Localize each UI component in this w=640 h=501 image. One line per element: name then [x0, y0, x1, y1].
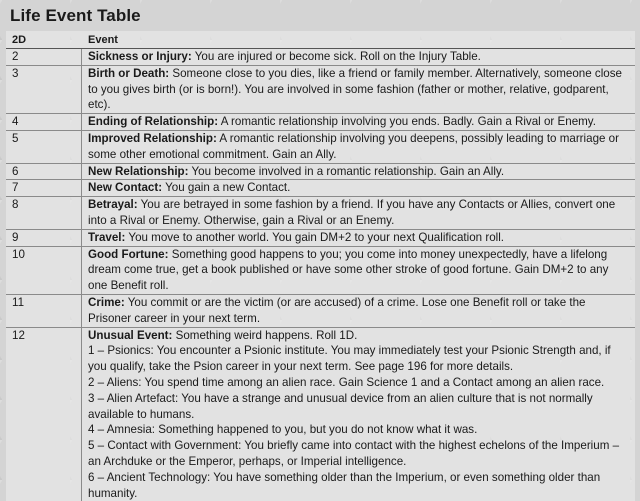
event-name: Crime:: [88, 295, 125, 309]
roll-cell: 8: [6, 197, 82, 229]
event-text: Something good happens to you; you come into money unexpectedly, have a lifelong dream come true, get a book published or have some other stroke of good fortune. Gain DM+2 to any one Benefit roll.: [88, 247, 609, 293]
event-cell: [82, 49, 635, 65]
event-name: Birth or Death:: [88, 66, 170, 80]
roll-cell: 7: [6, 180, 82, 196]
event-text: Something weird happens. Roll 1D.: [172, 328, 358, 342]
event-name: Travel:: [88, 230, 126, 244]
event-text: You are injured or become sick. Roll on the Injury Table.: [191, 50, 481, 63]
event-cell: [82, 114, 635, 130]
event-cell: [82, 230, 635, 246]
event-text: Someone close to you dies, like a friend or family member. Alternatively, someone close to you gives birth (or is born!). You are involved in some fashion (father or mother, relative, godparent, etc).: [88, 66, 622, 112]
event-cell: [82, 247, 635, 294]
table-row: [6, 295, 635, 328]
page-title: Life Event Table: [10, 6, 141, 25]
event-name: Betrayal:: [88, 198, 138, 212]
roll-cell: 10: [6, 247, 82, 294]
roll-cell: 5: [6, 131, 82, 163]
event-cell: [82, 180, 635, 196]
life-event-table: [6, 31, 635, 501]
roll-cell: 4: [6, 114, 82, 130]
unusual-event-option: 3 – Alien Artefact: You have a strange and unusual device from an alien culture that is not normally available to humans.: [88, 391, 593, 421]
table-row: [6, 131, 635, 164]
event-text: You commit or are the victim (or are accused) of a crime. Lose one Benefit roll or take the Prisoner career in your next term.: [88, 295, 586, 325]
event-cell: [82, 295, 635, 327]
table-row: [6, 180, 635, 197]
table-row: [6, 49, 635, 66]
table-row: [6, 114, 635, 131]
event-text: A romantic relationship involving you ends. Badly. Gain a Rival or Enemy.: [218, 115, 596, 129]
event-name: Sickness or Injury:: [88, 50, 192, 63]
unusual-event-option: 6 – Ancient Technology: You have something older than the Imperium, or even something older than humanity.: [88, 470, 601, 500]
table-row: [6, 230, 635, 247]
unusual-event-option: 4 – Amnesia: Something happened to you, but you do not know what it was.: [88, 423, 478, 437]
roll-cell: 6: [6, 164, 82, 180]
table-row: [6, 197, 635, 230]
event-name: New Contact:: [88, 181, 163, 195]
unusual-event-option: 5 – Contact with Government: You briefly came into contact with the highest echelons of the Imperium – an Archduke or the Emperor, perhaps, or Imperial intelligence.: [88, 439, 620, 468]
event-cell: [82, 197, 635, 229]
event-cell: [82, 164, 635, 180]
table-row: [6, 66, 635, 114]
event-text: You become involved in a romantic relationship. Gain an Ally.: [188, 164, 505, 178]
roll-cell: 3: [6, 66, 82, 113]
event-text: You move to another world. You gain DM+2 to your next Qualification roll.: [125, 230, 505, 244]
event-cell: [82, 328, 635, 501]
roll-cell: 9: [6, 230, 82, 246]
event-text: You are betrayed in some fashion by a friend. If you have any Contacts or Allies, convert one into a Rival or Enemy. Otherwise, gain a Rival or an Enemy.: [88, 198, 616, 227]
event-name: Unusual Event:: [88, 328, 173, 342]
column-header-event: Event: [88, 33, 118, 46]
table-row: [6, 247, 635, 295]
event-name: New Relationship:: [88, 164, 189, 178]
table-row: [6, 164, 635, 181]
event-text: You gain a new Contact.: [162, 181, 291, 195]
unusual-event-option: 1 – Psionics: You encounter a Psionic institute. You may immediately test your Psionic Strength and, if you qualify, take the Psion career in your next term. See page 196 for more details.: [88, 344, 611, 374]
roll-cell: 2: [6, 49, 82, 65]
event-name: Ending of Relationship:: [88, 115, 219, 129]
column-header-roll: 2D: [12, 33, 27, 46]
table-header: [6, 31, 635, 49]
roll-cell: 12: [6, 328, 82, 501]
event-text: A romantic relationship involving you deepens, possibly leading to marriage or some other emotional commitment. Gain an Ally.: [88, 131, 619, 161]
unusual-event-option: 2 – Aliens: You spend time among an alien race. Gain Science 1 and a Contact among an alien race.: [88, 375, 605, 389]
event-name: Improved Relationship:: [88, 131, 217, 145]
event-cell: [82, 131, 635, 163]
event-cell: [82, 66, 635, 113]
event-name: Good Fortune:: [88, 247, 169, 261]
table-row: [6, 328, 635, 501]
roll-cell: 11: [6, 295, 82, 327]
